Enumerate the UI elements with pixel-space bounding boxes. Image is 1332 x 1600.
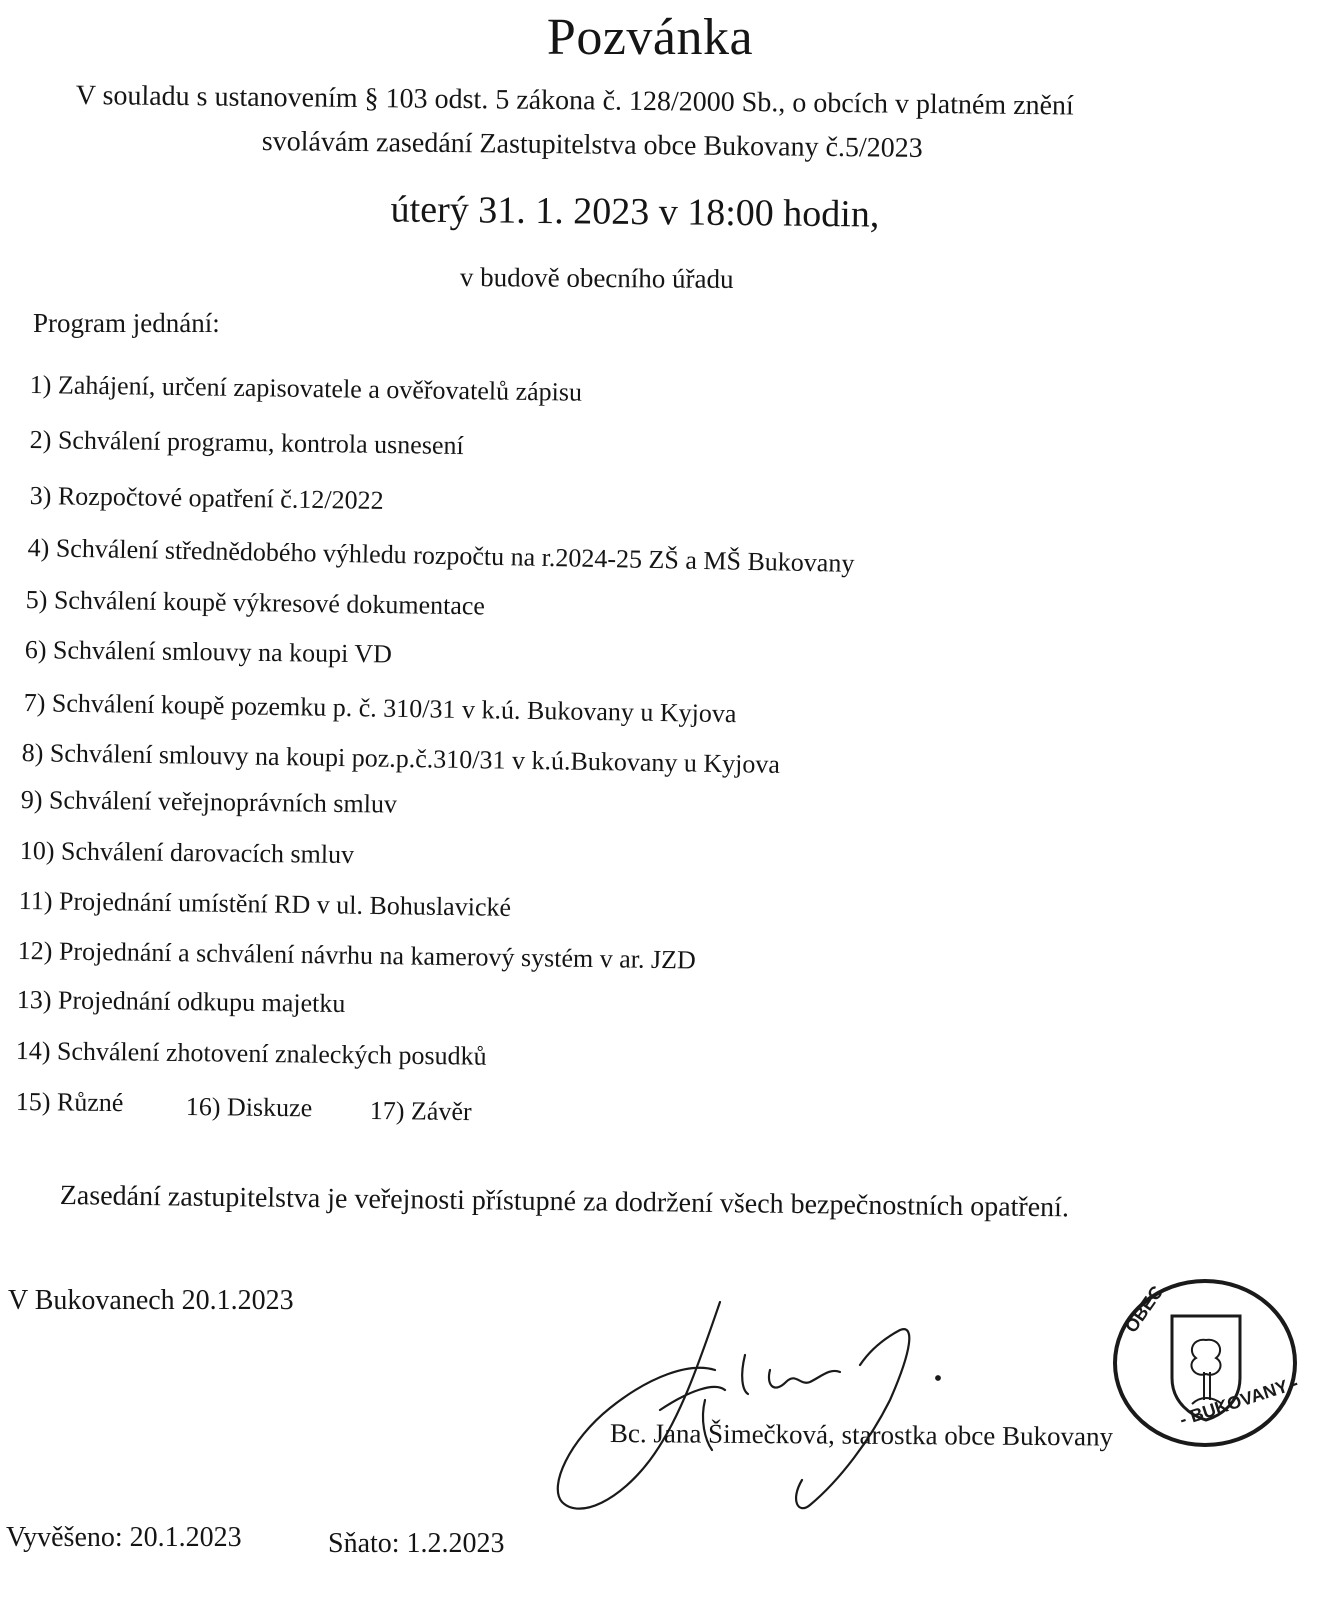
program-heading: Program jednání: bbox=[33, 308, 220, 338]
stamp-text-bottom: - BUKOVANY - bbox=[1177, 1372, 1301, 1430]
handwritten-signature bbox=[540, 1290, 960, 1530]
agenda-item-2: 2) Schválení programu, kontrola usnesení bbox=[29, 425, 464, 461]
municipal-stamp bbox=[1100, 1268, 1310, 1458]
agenda-item-16: 16) Diskuze bbox=[185, 1092, 313, 1123]
meeting-place: v budově obecního úřadu bbox=[459, 262, 734, 294]
agenda-item-7: 7) Schválení koupě pozemku p. č. 310/31 v k.ú. Bukovany u Kyjova bbox=[23, 688, 737, 729]
meeting-datetime: úterý 31. 1. 2023 v 18:00 hodin, bbox=[390, 188, 880, 236]
place-and-date: V Bukovanech 20.1.2023 bbox=[8, 1285, 294, 1316]
agenda-item-14: 14) Schválení zhotovení znaleckých posudků bbox=[15, 1036, 487, 1071]
stamp-text-top: OBEC bbox=[1120, 1282, 1168, 1337]
intro-line-1: V souladu s ustanovením § 103 odst. 5 zákona č. 128/2000 Sb., o obcích v platném znění bbox=[75, 80, 1074, 122]
agenda-item-17: 17) Závěr bbox=[369, 1096, 472, 1127]
agenda-item-5: 5) Schválení koupě výkresové dokumentace bbox=[25, 585, 486, 621]
document-title: Pozvánka bbox=[546, 9, 754, 66]
agenda-item-8: 8) Schválení smlouvy na koupi poz.p.č.310/31 v k.ú.Bukovany u Kyjova bbox=[21, 738, 781, 779]
agenda-item-13: 13) Projednání odkupu majetku bbox=[16, 985, 346, 1019]
agenda-item-15: 15) Různé bbox=[15, 1087, 124, 1118]
agenda-item-12: 12) Projednání a schválení návrhu na kamerový systém v ar. JZD bbox=[17, 936, 696, 975]
signatory: Bc. Jana Šimečková, starostka obce Bukovany bbox=[609, 1418, 1114, 1452]
agenda-item-3: 3) Rozpočtové opatření č.12/2022 bbox=[29, 481, 384, 515]
agenda-item-10: 10) Schválení darovacích smluv bbox=[19, 836, 355, 870]
agenda-item-1: 1) Zahájení, určení zapisovatele a ověřovatelů zápisu bbox=[29, 370, 583, 407]
removed-date: Sňato: 1.2.2023 bbox=[328, 1528, 505, 1559]
closing-note: Zasedání zastupitelstva je veřejnosti přístupné za dodržení všech bezpečnostních opatření. bbox=[59, 1180, 1070, 1224]
agenda-item-9: 9) Schválení veřejnoprávních smluv bbox=[20, 785, 398, 819]
agenda-item-6: 6) Schválení smlouvy na koupi VD bbox=[24, 635, 393, 669]
posted-date: Vyvěšeno: 20.1.2023 bbox=[6, 1522, 242, 1553]
intro-line-2: svolávám zasedání Zastupitelstva obce Bukovany č.5/2023 bbox=[261, 126, 923, 164]
agenda-item-4: 4) Schválení střednědobého výhledu rozpočtu na r.2024-25 ZŠ a MŠ Bukovany bbox=[27, 533, 855, 578]
agenda-item-11: 11) Projednání umístění RD v ul. Bohuslavické bbox=[18, 886, 512, 922]
